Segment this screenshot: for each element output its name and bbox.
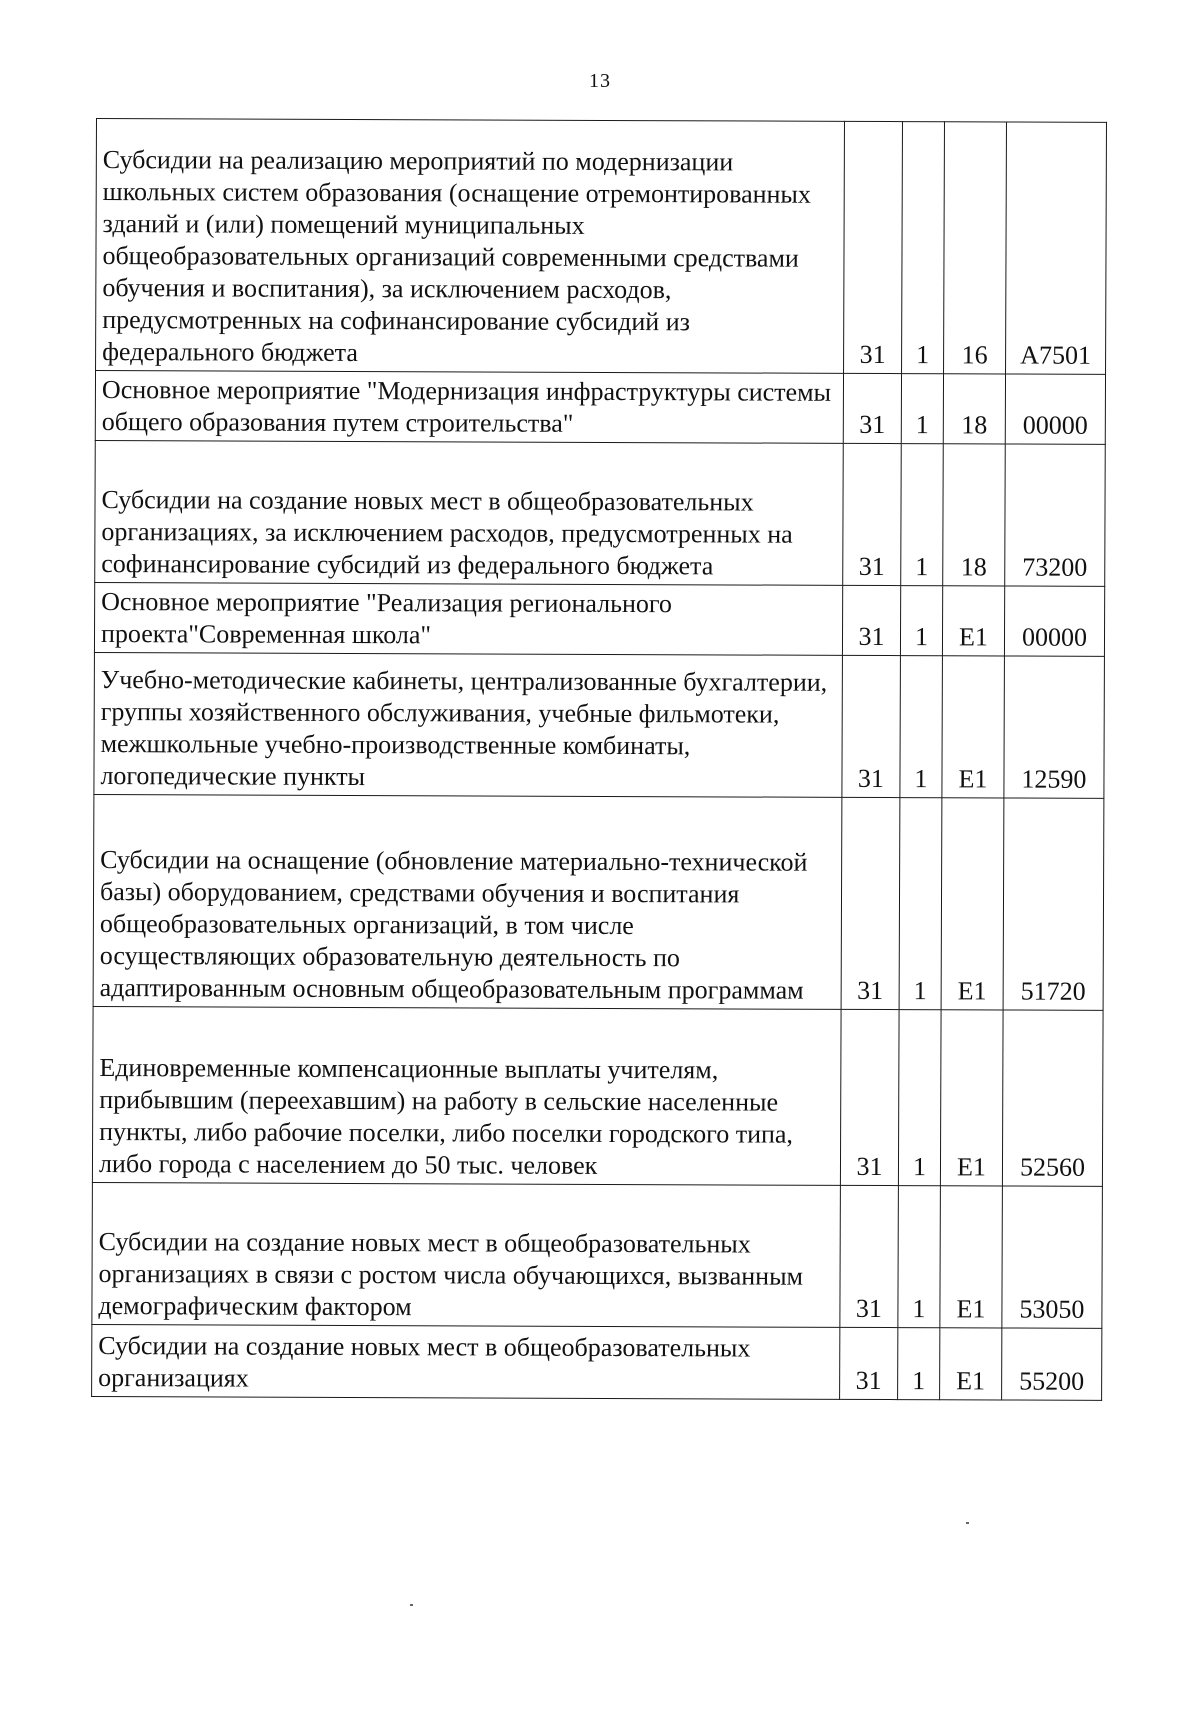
code-program: 31	[842, 655, 901, 797]
code-event: Е1	[940, 1186, 1003, 1328]
code-event: 16	[944, 122, 1007, 374]
row-description: Основное мероприятие "Реализация регионального проекта"Современная школа"	[94, 582, 842, 655]
code-program: 31	[842, 585, 900, 655]
code-subprogram: 1	[901, 374, 943, 444]
code-event: 18	[943, 444, 1006, 586]
budget-classification-table	[91, 118, 1107, 1401]
code-event: Е1	[942, 586, 1004, 656]
code-direction: 53050	[1002, 1186, 1103, 1328]
code-direction: 00000	[1005, 374, 1105, 444]
row-description: Субсидии на создание новых мест в общеобразовательных организациях в связи с ростом числа обучающихся, вызванным демографическим фактором	[92, 1182, 841, 1327]
page-number: 13	[589, 70, 611, 92]
code-direction: 73200	[1005, 444, 1106, 586]
code-subprogram: 1	[901, 444, 944, 586]
table-row	[95, 440, 1106, 586]
row-description: Учебно-методические кабинеты, централизованные бухгалтерии, группы хозяйственного обслуживания, учебные фильмотеки, межшкольные учебно-производственные комбинаты, логопедические пункты	[94, 652, 843, 797]
code-program: 31	[843, 373, 901, 443]
code-subprogram: 1	[898, 1010, 941, 1186]
row-description: Субсидии на оснащение (обновление материально-технической базы) оборудованием, средствами обучения и воспитания общеобразовательных организаций, в том числе осуществляющих образовательную деятельность по адаптированным основным общеобразовательным программам	[93, 794, 842, 1009]
code-event: 18	[943, 374, 1005, 444]
table-row	[94, 582, 1104, 656]
row-description: Субсидии на создание новых мест в общеобразовательных организациях	[92, 1324, 840, 1399]
code-subprogram: 1	[902, 122, 945, 374]
code-program: 31	[843, 443, 902, 585]
code-program: 31	[840, 1185, 899, 1327]
code-direction: 51720	[1003, 798, 1104, 1010]
scan-speck	[966, 1522, 969, 1524]
code-event: Е1	[940, 1328, 1002, 1400]
table-row	[92, 1324, 1102, 1400]
code-subprogram: 1	[898, 1328, 940, 1400]
code-program: 31	[841, 797, 900, 1009]
code-subprogram: 1	[899, 798, 942, 1010]
code-direction: 00000	[1004, 586, 1104, 656]
code-event: Е1	[941, 798, 1004, 1010]
table-row	[93, 794, 1104, 1010]
row-description: Субсидии на реализацию мероприятий по модернизации школьных систем образования (оснащение отремонтированных зданий и (или) помещений муниципальных общеобразовательных организаций современными средствами обучения и воспитания), за исключением расходов, предусмотренных на софинансирование субсидий из федерального бюджета	[96, 119, 845, 374]
table-row	[92, 1006, 1103, 1186]
row-description: Единовременные компенсационные выплаты учителям, прибывшим (переехавшим) на работу в сельские населенные пункты, либо рабочие поселки, либо поселки городского типа, либо города с населением до 50 тыс. человек	[92, 1006, 841, 1185]
code-subprogram: 1	[900, 586, 942, 656]
table-row	[96, 119, 1107, 375]
code-program: 31	[840, 1009, 899, 1185]
code-direction: 55200	[1002, 1328, 1102, 1400]
code-event: Е1	[940, 1010, 1003, 1186]
table-row	[94, 652, 1105, 798]
table-row	[95, 371, 1105, 445]
code-program: 31	[844, 121, 903, 373]
code-event: Е1	[942, 656, 1005, 798]
row-description: Основное мероприятие "Модернизация инфраструктуры системы общего образования путем строительства"	[95, 371, 843, 444]
code-subprogram: 1	[900, 656, 943, 798]
code-program: 31	[840, 1327, 898, 1399]
table-row	[92, 1182, 1103, 1328]
scan-speck	[410, 1604, 413, 1606]
row-description: Субсидии на создание новых мест в общеобразовательных организациях, за исключением расходов, предусмотренных на софинансирование субсидий из федерального бюджета	[95, 440, 844, 585]
code-direction: 12590	[1004, 656, 1105, 798]
code-direction: А7501	[1006, 122, 1107, 374]
code-direction: 52560	[1002, 1010, 1103, 1186]
code-subprogram: 1	[898, 1186, 941, 1328]
